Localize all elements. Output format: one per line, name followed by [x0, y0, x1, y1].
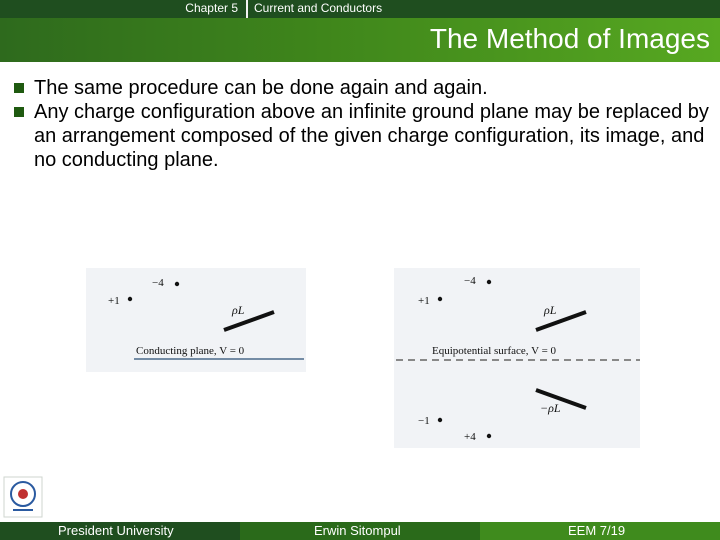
- figure-image-method: [394, 268, 640, 448]
- surface-label: Equipotential surface, V = 0: [432, 345, 557, 357]
- charge-plus1-dot: [438, 297, 442, 301]
- chapter-label: Chapter 5: [185, 1, 238, 15]
- footer-left: [0, 522, 240, 540]
- footer-university: President University: [58, 523, 174, 538]
- logo-icon: [3, 476, 43, 518]
- charge-plus1-dot: [128, 297, 132, 301]
- bullet-item: [14, 76, 714, 100]
- chapter-divider: [246, 0, 248, 18]
- footer-bar: [0, 522, 720, 540]
- title-bar: [0, 18, 720, 62]
- image-charge-minus1-dot: [438, 418, 442, 422]
- figure-right-svg: [394, 268, 640, 448]
- top-bar: [0, 0, 720, 18]
- university-logo: [3, 476, 43, 518]
- charge-minus4-dot: [175, 282, 179, 286]
- plane-label: Conducting plane, V = 0: [136, 345, 245, 357]
- image-charge-plus4-label: +4: [464, 431, 476, 443]
- chapter-box: [0, 0, 246, 18]
- image-charge-minus1-label: −1: [418, 415, 430, 427]
- footer-author: Erwin Sitompul: [314, 523, 401, 538]
- charge-minus4-label: −4: [152, 277, 164, 289]
- line-charge-label: ρL: [544, 303, 557, 317]
- bullet-square-icon: [14, 83, 24, 93]
- bullet-text: The same procedure can be done again and again.: [34, 77, 488, 99]
- bullet-list: [14, 76, 714, 172]
- charge-plus1-label: +1: [418, 295, 430, 307]
- charge-minus4-label: −4: [464, 275, 476, 287]
- footer-page: EEM 7/19: [568, 523, 626, 538]
- bullet-square-icon: [14, 107, 24, 117]
- image-charge-plus4-dot: [487, 434, 491, 438]
- charge-minus4-dot: [487, 280, 491, 284]
- image-line-charge-label: −ρL: [540, 401, 561, 415]
- bullet-item: [14, 100, 714, 172]
- slide-title: The Method of Images: [429, 23, 710, 54]
- bullet-text: Any charge configuration above an infinite ground plane may be replaced by an arrangement composed of the given charge configuration, its image, and no conducting plane.: [34, 101, 709, 171]
- figure-conducting-plane: [86, 268, 306, 372]
- figure-left-svg: [86, 268, 306, 372]
- charge-plus1-label: +1: [108, 295, 120, 307]
- footer-center: [240, 522, 480, 540]
- footer-right: [480, 522, 720, 540]
- line-charge-label: ρL: [232, 303, 245, 317]
- chapter-title: Current and Conductors: [254, 1, 383, 15]
